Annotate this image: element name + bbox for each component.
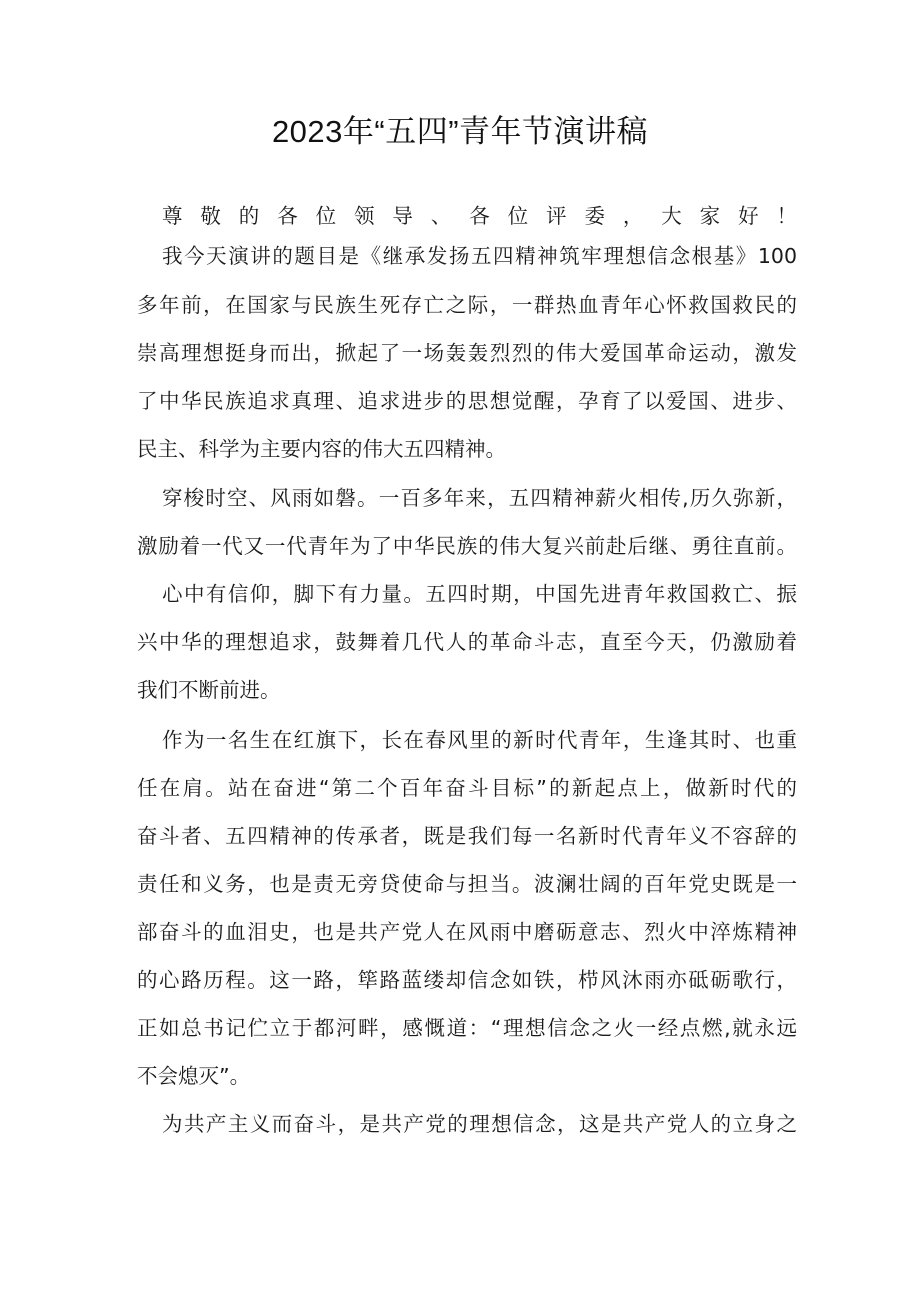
paragraph-line: 兴中华的理想追求，鼓舞着几代人的革命斗志，直至今天，仍激励着	[137, 630, 797, 654]
paragraph-line: 崇高理想挺身而出，掀起了一场轰轰烈烈的伟大爱国革命运动，激发	[137, 341, 797, 365]
paragraph-line: 的心路历程。这一路，筚路蓝缕却信念如铁，栉风沐雨亦砥砺歌行，	[137, 968, 797, 992]
paragraph-line: 民主、科学为主要内容的伟大五四精神。	[137, 437, 506, 461]
paragraph-line: 尊敬的各位领导、各位评委，大家好！	[162, 204, 797, 228]
paragraph-line: 部奋斗的血泪史，也是共产党人在风雨中磨砺意志、烈火中淬炼精神	[137, 920, 797, 944]
paragraph-line: 作为一名生在红旗下，长在春风里的新时代青年，生逢其时、也重	[162, 728, 797, 752]
paragraph-line: 我们不断前进。	[137, 678, 281, 702]
paragraph-line: 奋斗者、五四精神的传承者，既是我们每一名新时代青年义不容辞的	[137, 824, 797, 848]
paragraph-line: 任在肩。站在奋进“第二个百年奋斗目标”的新起点上，做新时代的	[137, 776, 797, 800]
paragraph-line: 为共产主义而奋斗，是共产党的理想信念，这是共产党人的立身之	[162, 1112, 797, 1136]
paragraph-line: 了中华民族追求真理、追求进步的思想觉醒，孕育了以爱国、进步、	[137, 389, 797, 413]
paragraph-line: 多年前，在国家与民族生死存亡之际，一群热血青年心怀救国救民的	[137, 293, 797, 317]
document-title: 2023年“五四”青年节演讲稿	[271, 114, 649, 149]
paragraph-line: 激励着一代又一代青年为了中华民族的伟大复兴前赴后继、勇往直前。	[137, 534, 797, 558]
paragraph-line: 不会熄灭”。	[137, 1064, 251, 1088]
paragraph-line: 穿梭时空、风雨如磐。一百多年来，五四精神薪火相传,历久弥新，	[162, 486, 797, 510]
paragraph-line: 责任和义务，也是责无旁贷使命与担当。波澜壮阔的百年党史既是一	[137, 872, 797, 896]
paragraph-line: 心中有信仰，脚下有力量。五四时期，中国先进青年救国救亡、振	[162, 582, 797, 606]
paragraph-line: 正如总书记伫立于都河畔，感慨道：“理想信念之火一经点燃,就永远	[137, 1016, 797, 1040]
paragraph-line: 我今天演讲的题目是《继承发扬五四精神筑牢理想信念根基》100	[162, 244, 797, 268]
